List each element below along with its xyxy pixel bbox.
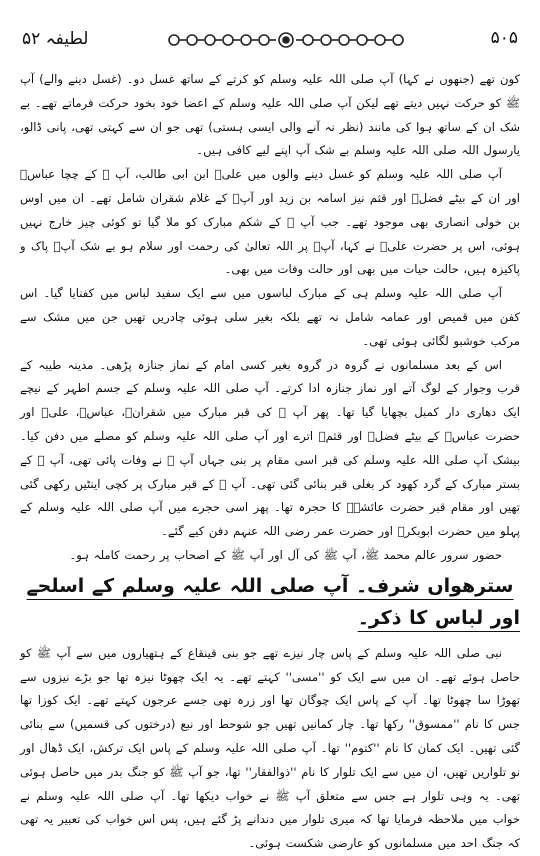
ornament-divider [164, 27, 408, 53]
paragraph: کون تھے (جنھوں نے کہا) آپ صلی اللہ علیہ وسلم کو کرتے کے ساتھ غسل دو۔ (غسل دینے والے) آپ ﷺ کو حرکت نہیں دیتے تھے لیکن آپ صلی اللہ علیہ وسلم کے اعضا خود بخود حرکت فرماتے تھے۔ بے شک ان کے ساتھ ہوا کی مانند (نظر نہ آنے والی ایسی ہستی) تھی جو ان سے کہتی تھی، پانی ڈالو، یارسول اللہ صلی اللہ علیہ وسلم بے شک آپ اپنے لیے کافی ہیں۔ [20, 72, 520, 158]
blessing-line: حضور سرور عالم محمد ﷺ، آپ ﷺ کی آل اور آپ ﷺ کے اصحاب پر رحمت کاملہ ہو۔ [69, 547, 502, 562]
paragraph: اس کے بعد مسلمانوں نے گروہ در گروہ بغیر کسی امام کے نماز جنازہ پڑھی۔ مدینہ طیبہ کے قرب وجوار کے لوگ آتے اور نماز جنازہ ادا کرتے۔ آپ صلی اللہ علیہ وسلم کے جسم اطہر کے نیچے ایک دھاری دار کمبل بچھایا گیا تھا۔ پھر آپ ﷺ کی قبر مبارک میں شقرانؓ، عباسؓ، علیؓ اور حضرت عباسؓ کے بیٹے فضلؓ اور قثمؓ اترے اور آپ صلی اللہ علیہ وسلم کو مصلے میں دفن کیا۔ بیشک آپ صلی اللہ علیہ وسلم کی قبر اسی مقام پر بنی جہاں آپ ﷺ نے وفات پائی تھی، آپ ﷺ کے بستر مبارک کے گرد کھود کر بغلی قبر بنائی گئی تھی۔ آپ ﷺ کے قبر مبارک پر کچی اینٹیں رکھی گئی تھیں اور مقام قبر حضرت عائشہؓ کا حجرہ تھا۔ پھر اسی حجرے میں آپ صلی اللہ علیہ وسلم کے پہلو میں حضرت ابوبکرؓ اور حضرت عمر رضی اللہ عنہم دفن کیے گئے۔ [20, 357, 520, 539]
running-title: لطیفہ ۵۲ [22, 29, 89, 49]
page-body [20, 68, 520, 856]
paragraph: نبی صلی اللہ علیہ وسلم کے پاس چار نیزے تھے جو بنی قینقاع کے ہتھیاروں میں سے آپ ﷺ کو حاصل ہوئے تھے۔ ان میں سے ایک کو ''مسی'' کہتے تھے۔ یہ ایک چھوٹا نیزہ تھا جو بڑے نیزوں سے تھوڑا سا چھوٹا تھا۔ آپ کے پاس ایک چوگان تھا اور زرہ تھی جسے عرجون کہتے تھے۔ ایک کوزا تھا جس کا نام ''ممسوق'' رکھا تھا۔ چار کمانیں تھیں جو شوحط اور نبع (درختوں کی قسمیں) سے بنائی گئی تھیں۔ ایک کمان کا نام ''کتوم'' تھا۔ آپ صلی اللہ علیہ وسلم کے پاس ایک ترکش، ایک ڈھال اور نو تلواریں تھیں، ان میں سے ایک تلوار کا نام ''ذوالفقار'' تھا، جو آپ ﷺ کو جنگ بدر میں حاصل ہوئی تھی۔ یہ وہی تلوار ہے جس سے متعلق آپ ﷺ نے خواب دیکھا تھا۔ آپ صلی اللہ علیہ وسلم نے خواب میں ملاحظہ فرمایا تھا کہ میری تلوار میں دندانے پڑ گئے ہیں، پس اس خواب کی تعبیر یہ تھی کہ جنگ احد میں مسلمانوں کو عارضی شکست ہوئی۔ [20, 645, 520, 851]
paragraph: آپ صلی اللہ علیہ وسلم کو غسل دینے والوں میں علیؓ ابن ابی طالب، آپ ﷺ کے چچا عباسؓ اور ان کے بیٹے فضلؓ اور قثم نیز اسامہ بن زید اور آپؐ کے غلام شقران شامل تھے۔ ان میں اوس بن خولی انصاری بھی موجود تھے۔ جب آپ ﷺ کے شکم مبارک کو ملا گیا تو کوئی چیز خارج نہیں ہوئی، اس پر حضرت علیؓ نے کہا، آپؐ پر اللہ تعالیٰ کی رحمت اور سلام ہو بے شک آپؐ پاک و پاکیزہ ہیں، حالت حیات میں بھی اور حالت وفات میں بھی۔ [20, 167, 520, 277]
page-number: ۵۰۵ [490, 28, 518, 48]
paragraph: آپ صلی اللہ علیہ وسلم ہی کے مبارک لباسوں میں سے ایک سفید لباس میں کفنایا گیا۔ اس کفن میں قمیص اور عمامہ شامل نہ تھے بلکہ بغیر سلی ہوئی چادریں تھیں جن میں مشک سے مرکب خوشبو لگائی ہوئی تھی۔ [20, 286, 520, 348]
page-header [0, 22, 540, 58]
section-heading: سترھواں شرف۔ آپ صلی اللہ علیہ وسلم کے اسلحے اور لباس کا ذکر۔ [26, 574, 520, 629]
